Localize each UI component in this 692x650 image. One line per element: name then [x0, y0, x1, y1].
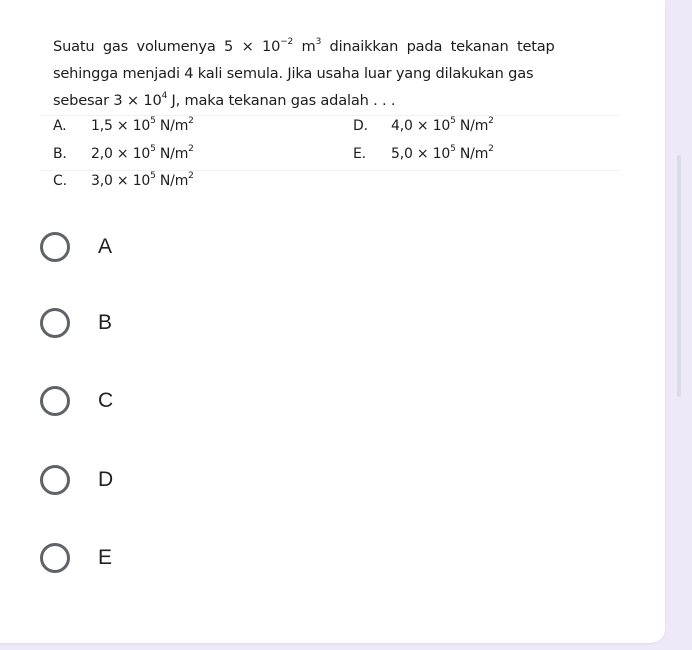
choice-label-e: E: [98, 546, 113, 569]
radio-button-e[interactable]: [40, 543, 70, 573]
scrollbar[interactable]: [677, 155, 681, 397]
choice-a[interactable]: [40, 227, 112, 267]
question-option-d: D. $4,0 \times 10^5$ $N/m^2$: [353, 116, 494, 134]
choice-d[interactable]: [40, 460, 113, 500]
question-line-1: Suatu gas volumenya $5 \times 10^{-2}$ $m^3$ dinaikkan pada tekanan tetap: [53, 37, 555, 55]
question-option-c: C. $3,0 \times 10^5$ $N/m^2$: [53, 171, 194, 189]
choice-label-a: A: [98, 235, 113, 258]
radio-button-b[interactable]: [40, 308, 70, 338]
divider: [40, 115, 620, 116]
choice-label-d: D: [98, 468, 114, 491]
radio-button-a[interactable]: [40, 232, 70, 262]
choice-b[interactable]: [40, 303, 112, 343]
question-line-3: sebesar $3 \times 10^4$ J, maka tekanan gas adalah . . .: [53, 91, 396, 109]
choice-label-b: B: [98, 311, 113, 334]
question-option-b: B. $2,0 \times 10^5$ $N/m^2$: [53, 144, 194, 162]
radio-button-d[interactable]: [40, 465, 70, 495]
question-line-2: sehingga menjadi 4 kali semula. Jika usaha luar yang dilakukan gas: [53, 65, 534, 82]
question-option-a: A. $1,5 \times 10^5$ $N/m^2$: [53, 116, 194, 134]
radio-button-c[interactable]: [40, 386, 70, 416]
choice-e[interactable]: [40, 538, 112, 578]
choice-c[interactable]: [40, 381, 113, 421]
question-option-e: E. $5,0 \times 10^5$ $N/m^2$: [353, 144, 494, 162]
choice-label-c: C: [98, 389, 114, 412]
divider: [40, 170, 620, 171]
